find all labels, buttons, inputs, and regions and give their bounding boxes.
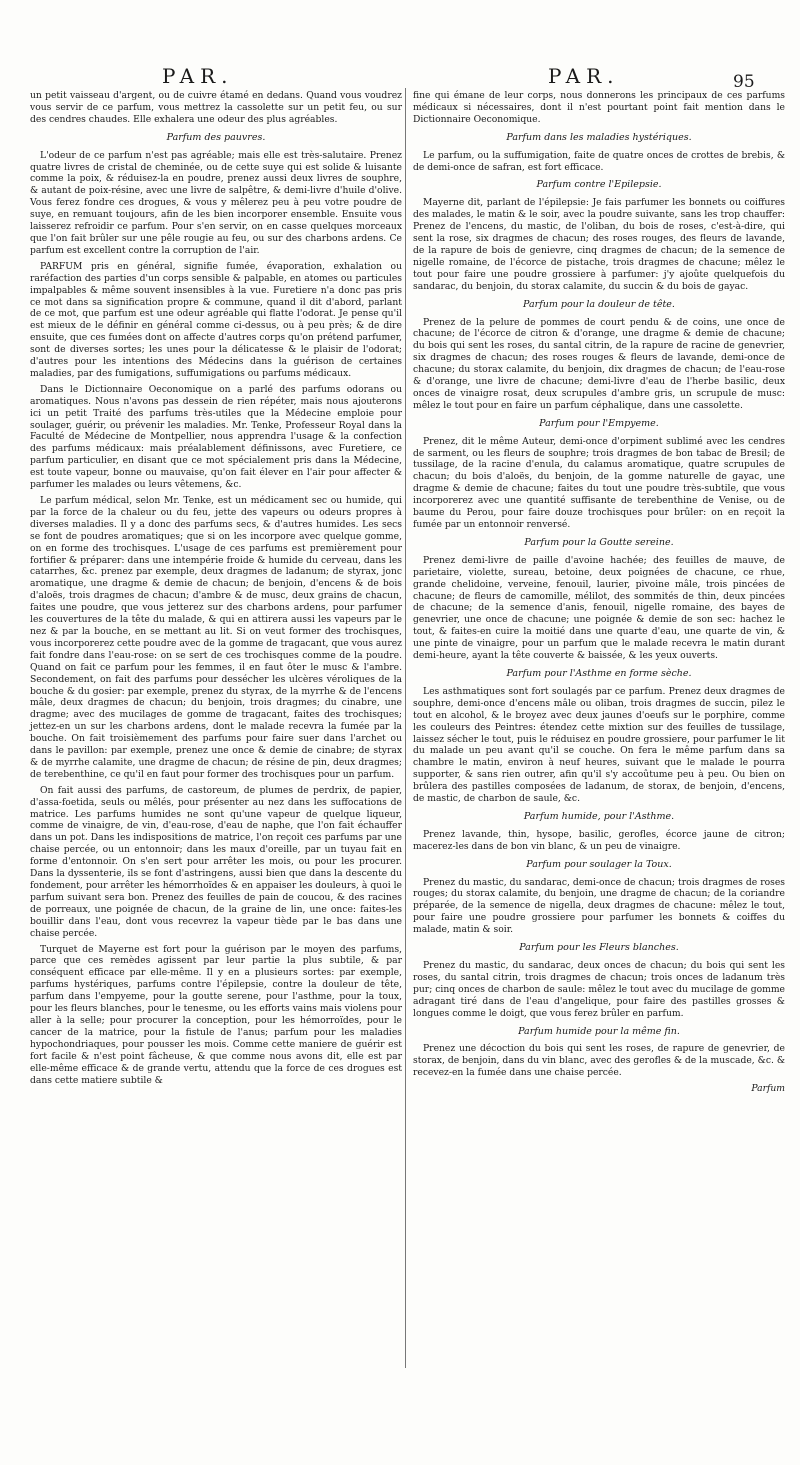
section-heading: Parfum contre l'Epilepsie.	[536, 179, 662, 191]
paragraph: Prenez demi-livre de paille d'avoine hachée; des feuilles de mauve, de parietaire, violette, sureau, betoine, deux poignées de chacune, ce rhue, grande chelidoine, verveine, fenouil, laurier, pivoine mâle, trois pincées de chacune; de fleurs de camomille, mélilot, des sommités de thin, deux pincées de chacune; de la semence d'anis, fenouil, nigelle romaine, des bayes de genevrier, une once de chacune; une poignée & demie de son sec: hachez le tout, & faites-en cuire la moitié dans une quarte d'eau, une quarte de vin, & une pinte de vinaigre, pour un parfum que le malade recevra le matin durant demi-heure, ayant la tête couverte & baissée, & les yeux ouverts.	[413, 554, 785, 662]
paragraph: Les asthmatiques sont fort soulagés par ce parfum. Prenez deux dragmes de souphre, demi-once d'encens mâle ou oliban, trois dragmes de succin, pilez le tout en alcohol, & le broyez avec deux jaunes d'oeufs sur le porphire, comme les couleurs des Peintres: étendez cette mixtion sur des feuilles de tussilage, laissez sécher le tout, puis le réduisez en poudre grossiere, pour parfumer le lit du malade un peu avant qu'il se couche. On fera le même parfum dans sa chambre le matin, environ à neuf heures, suivant que le malade le pourra supporter, & sans rien outrer, afin qu'il s'y accoûtume peu à peu. Ou bien on brûlera des pastilles composées de ladanum, de storax, de benjoin, d'encens, de mastic, de charbon de saule, &c.	[413, 685, 785, 805]
section-heading: Parfum humide, pour l'Asthme.	[523, 810, 675, 822]
section-heading: Parfum des pauvres.	[166, 131, 266, 143]
paragraph: un petit vaisseau d'argent, ou de cuivre étamé en dedans. Quand vous voudrez vous servir de ce parfum, vous mettrez la cassolette sur un petit feu, ou sur des cendres chaudes. Elle exhalera une odeur des plus agréables.	[30, 90, 402, 125]
paragraph: Prenez de la pelure de pommes de court pendu & de coins, une once de chacune; de l'écorce de citron & d'orange, une dragme & demie de chacune; du bois qui sent les roses, du santal citrin, de la rapure de racine de genevrier, six dragmes de chacun; des roses rouges & fleurs de lavande, demi-once de chacune; du storax calamite, du benjoin, dix dragmes de chacun; de l'eau-rose & d'orange, une livre de chacune; demi-livre d'eau de l'herbe basilic, deux onces de vinaigre rosat, deux scrupules d'ambre gris, un scrupule de musc: mêlez le tout pour en faire un parfum céphalique, dans une cassolette.	[413, 316, 785, 411]
section-heading: Parfum pour l'Asthme en forme sèche.	[506, 667, 692, 679]
section-heading: Parfum pour l'Empyeme.	[539, 417, 659, 429]
paragraph: Mayerne dit, parlant de l'épilepsie: Je fais parfumer les bonnets ou coiffures des malades, le matin & le soir, avec la poudre suivante, sans les trop chauffer: Prenez de l'encens, du mastic, de l'oliban, du bois de roses, c'est-à-dire, qui sent la rose, six dragmes de chacun; des roses rouges, des fleurs de lavande, de la rapure de bois de genievre, cinq dragmes de chacun; de la semence de nigelle romaine, de l'écorce de pistache, trois dragmes de chacune; mêlez le tout pour faire une poudre grossiere à parfumer: j'y ajoûte quelquefois du sandarac, du benjoin, du storax calamite, du succin & du bois de gayac.	[413, 197, 785, 292]
paragraph: L'odeur de ce parfum n'est pas agréable; mais elle est très-salutaire. Prenez quatre livres de cristal de cheminée, ou de cette suye qui est solide & luisante comme la poix, & réduisez-la en poudre, prenez aussi deux livres de souphre, & autant de poix-résine, avec une livre de salpêtre, & demi-livre d'huile d'olive. Vous ferez fondre ces drogues, & vous y mêlerez peu à peu votre poudre de suye, en remuant toujours, afin de les bien incorporer ensemble. Ensuite vous laisserez refroidir ce parfum. Pour s'en servir, on en casse quelques morceaux que l'on fait brûler sur une pêle rougie au feu, ou sur des charbons ardens. Ce parfum est excellent contre la corruption de l'air.	[30, 149, 402, 256]
section-heading: Parfum pour la Goutte sereine.	[524, 536, 674, 548]
paragraph: Le parfum, ou la suffumigation, faite de quatre onces de crottes de brebis, & de demi-once de safran, est fort efficace.	[413, 149, 785, 173]
column-divider	[405, 88, 406, 1368]
paragraph: Prenez lavande, thin, hysope, basilic, gerofles, écorce jaune de citron; macerez-les dans de bon vin blanc, & un peu de vinaigre.	[413, 828, 785, 852]
section-heading: Parfum pour la douleur de tête.	[523, 298, 675, 310]
paragraph: Turquet de Mayerne est fort pour la guérison par le moyen des parfums, parce que ces remèdes agissent par leur partie la plus subtile, & par conséquent efficace par elle-même. Il y en a plusieurs sortes: par exemple, parfums hystériques, parfums contre l'épilepsie, contre la douleur de tête, parfum dans l'empyeme, pour la goutte serene, pour l'asthme, pour la toux, pour les fleurs blanches, pour le tenesme, ou les efforts vains mais violens pour aller à la selle; pour procurer la conception, pour les hémorroïdes, pour le cancer de la matrice, pour la fistule de l'anus; parfum pour les maladies hypochondriaques, pour pousser les mois. Comme cette maniere de guérir est fort facile & n'est point fâcheuse, & que comme nous avons dit, elle est par elle-même efficace & de grande vertu, attendu que la force de ces drogues est dans cette matiere subtile &	[30, 943, 402, 1086]
paragraph: Prenez, dit le même Auteur, demi-once d'orpiment sublimé avec les cendres de sarment, ou les fleurs de souphre; trois dragmes de bon tabac de Bresil; de tussilage, de la racine d'enula, du calamus aromatique, quatre scrupules de chacun; du bois d'aloës, du benjoin, de la gomme naturelle de gayac, une dragme & demie de chacune; faites du tout une poudre très-subtile, que vous incorporerez avec une quantité suffisante de terebenthine de Venise, ou de baume du Perou, pour faire douze trochisques pour brûler: on en reçoit la fumée par un entonnoir renversé.	[413, 435, 785, 530]
running-head-right: PAR.	[548, 64, 620, 88]
paragraph: PARFUM pris en général, signifie fumée, évaporation, exhalation ou raréfaction des parties d'un corps sensible & palpable, en atomes ou particules impalpables & même souvent insensibles à la vue. Furetiere n'a donc pas pris ce mot dans sa signification propre & commune, quand il dit d'abord, parlant de ce mot, que parfum est une odeur agréable qui flatte l'odorat. Je pense qu'il est mieux de le définir en général comme ci-dessus, ou à peu près; & de dire ensuite, que ces fumées dont on affecte d'autres corps qu'on prétend parfumer, sont de diverses sortes; les unes pour la délicatesse & le plaisir de l'odorat; d'autres pour les intentions des Médecins dans la guérison de certaines maladies, par des fumigations, suffumigations ou parfums médicaux.	[30, 260, 402, 379]
catchword: Parfum	[751, 1083, 785, 1095]
paragraph: Dans le Dictionnaire Oeconomique on a parlé des parfums odorans ou aromatiques. Nous n'avons pas dessein de rien répéter, mais nous ajouterons ici un petit Traité des parfums très-utiles que la Médecine emploie pour soulager, guérir, ou prévenir les maladies. Mr. Tenke, Professeur Royal dans la Faculté de Médecine de Montpellier, nous apprendra l'usage & la confection des parfums médicaux: mais préalablement définissons, avec Furetiere, ce parfum particulier, en disant que ce mot spécialement pris dans la Médecine, est toute vapeur, bonne ou mauvaise, qu'on fait élever en l'air pour affecter & parfumer les malades ou leurs vêtemens, &c.	[30, 383, 402, 491]
paragraph: fine qui émane de leur corps, nous donnerons les principaux de ces parfums médicaux si nécessaires, dont il n'est pourtant point fait mention dans le Dictionnaire Oeconomique.	[413, 90, 785, 125]
paragraph: Le parfum médical, selon Mr. Tenke, est un médicament sec ou humide, qui par la force de la chaleur ou du feu, jette des vapeurs ou odeurs propres à diverses maladies. Il y a donc des parfums secs, & d'autres humides. Les secs se font de poudres aromatiques; que si on les incorpore avec quelque gomme, on en forme des trochisques. L'usage de ces parfums est premièrement pour fortifier & préparer: dans une intempérie froide & humide du cerveau, dans les catarrhes, &c. prenez par exemple, deux dragmes de ladanum; de styrax, jonc aromatique, une dragme & demie de chacun; de benjoin, d'encens & de bois d'aloës, trois dragmes de chacun; d'ambre & de musc, deux grains de chacun, faites une poudre, que vous jetterez sur des charbons ardens, pour parfumer les couvertures de la tête du malade, & qui en attirera aussi les vapeurs par le nez & par la bouche, en se mettant au lit. Si on veut former des trochisques, vous incorporerez cette poudre avec de la gomme de tragacant, que vous aurez fait fondre dans l'eau-rose: on se sert de ces trochisques comme de la poudre. Quand on fait ce parfum pour les femmes, il en faut ôter le musc & l'ambre. Secondement, on fait des parfums pour dessécher les ulcères véroliques de la bouche & du gosier: par exemple, prenez du styrax, de la myrrhe & de l'encens mâle, deux dragmes de chacun; du benjoin, trois dragmes; du cinabre, une dragme; avec des mucilages de gomme de tragacant, faites des trochisques; jettez-en un sur les charbons ardens, dont le malade recevra la fumée par la bouche. On fait troisièmement des parfums pour faire suer dans l'archet ou dans le pavillon: par exemple, prenez une once & demie de cinabre; de styrax & de myrrhe calamite, une dragme de chacun; de résine de pin, deux dragmes; de terebenthine, ce qu'il en faut pour former des trochisques pour un parfum.	[30, 495, 402, 780]
paragraph: Prenez une décoction du bois qui sent les roses, de rapure de genevrier, de storax, de benjoin, dans du vin blanc, avec des gerofles & de la muscade, &c. & recevez-en la fumée dans une chaise percée.	[413, 1043, 785, 1079]
paragraph: Prenez du mastic, du sandarac, demi-once de chacun; trois dragmes de roses rouges; du storax calamite, du benjoin, une dragme de chacun; de la coriandre préparée, de la semence de nigella, deux dragmes de chacune: mêlez le tout, pour faire une poudre grossiere pour parfumer les bonnets & coiffes du malade, matin & soir.	[413, 876, 785, 936]
right-column	[413, 90, 785, 1095]
section-heading: Parfum humide pour la même fin.	[518, 1025, 680, 1037]
left-column	[30, 90, 402, 1090]
running-head-left: PAR.	[162, 64, 234, 88]
section-heading: Parfum pour les Fleurs blanches.	[519, 942, 679, 954]
section-heading: Parfum pour soulager la Toux.	[526, 858, 672, 870]
paragraph: On fait aussi des parfums, de castoreum, de plumes de perdrix, de papier, d'assa-foetida, seuls ou mêlés, pour présenter au nez dans les suffocations de matrice. Les parfums humides ne sont qu'une vapeur de quelque liqueur, comme de vinaigre, de vin, d'eau-rose, d'eau de naphe, que l'on fait échauffer dans un pot. Dans les indispositions de matrice, l'on reçoit ces parfums par une chaise percée, ou un entonnoir; dans les maux d'oreille, par un tuyau fait en forme d'entonnoir. On s'en sert pour arrêter les mois, ou pour les procurer. Dans la dyssenterie, ils se font d'astringens, aussi bien que dans la descente du fondement, pour arrêter les hémorrhoïdes & en appaiser les douleurs, à quoi le parfum suivant sera bon. Prenez des feuilles de pain de coucou, & des racines de porreaux, une poignée de chacun, de la graine de lin, une once: faites-les bouillir dans l'eau, dont vous recevrez la vapeur tiède par le bas dans une chaise percée.	[30, 784, 402, 939]
page-number: 95	[733, 72, 755, 92]
paragraph: Prenez du mastic, du sandarac, deux onces de chacun; du bois qui sent les roses, du santal citrin, trois dragmes de chacun; trois onces de ladanum très pur; cinq onces de charbon de saule: mêlez le tout avec du mucilage de gomme adragant tiré dans de l'eau d'angelique, pour faire des pastilles grosses & longues comme le doigt, que vous ferez brûler en parfum.	[413, 960, 785, 1019]
section-heading: Parfum dans les maladies hystériques.	[506, 131, 692, 143]
